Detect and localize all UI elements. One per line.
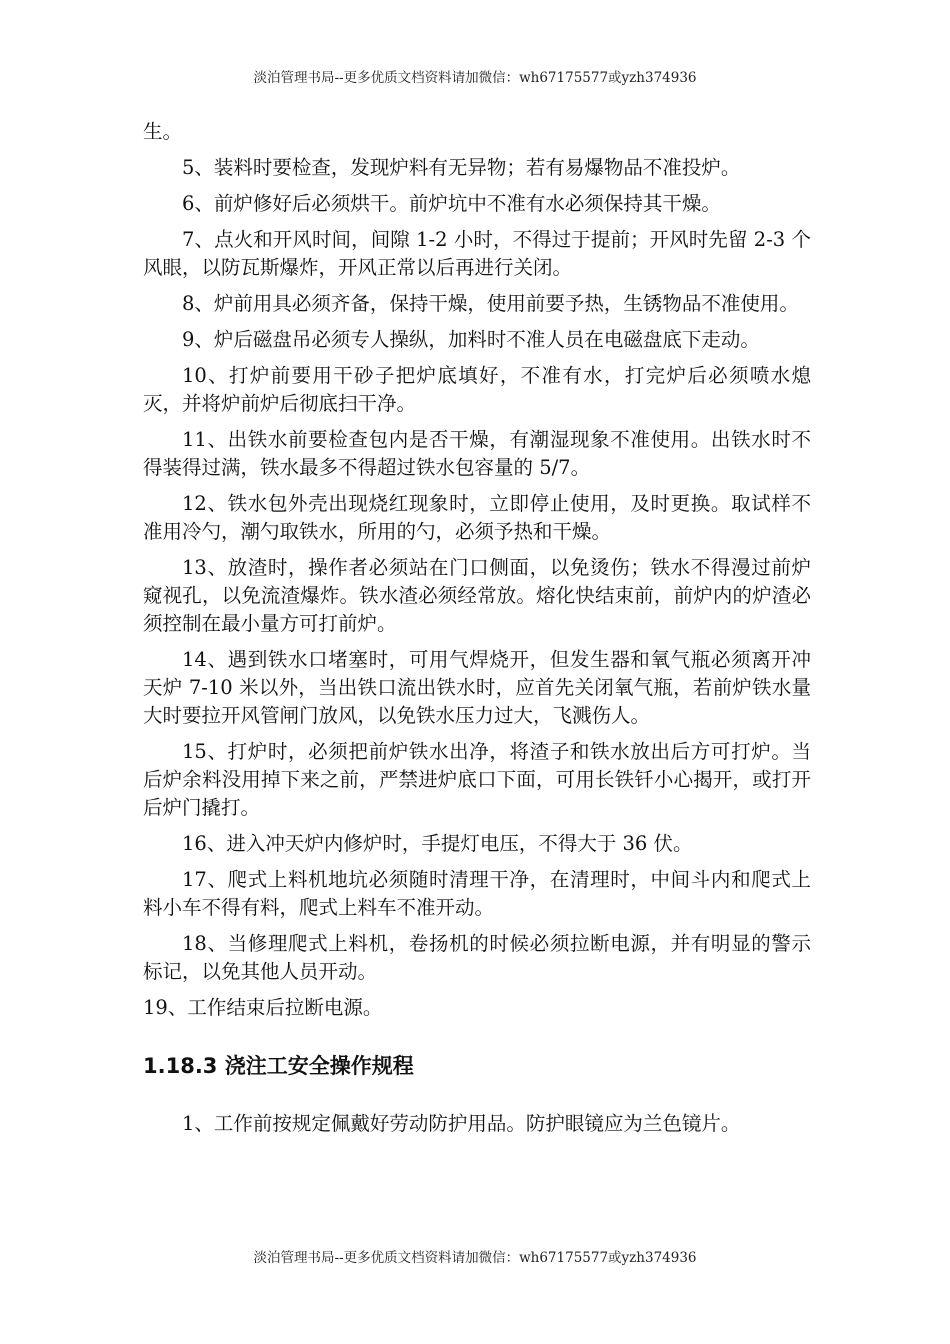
paragraph: 17、爬式上料机地坑必须随时清理干净，在清理时，中间斗内和爬式上料小车不得有料，爬式上料车不准开动。	[143, 868, 811, 919]
paragraph-list-bottom	[143, 1110, 811, 1138]
paragraph: 8、炉前用具必须齐备，保持干燥，使用前要予热，生锈物品不准使用。	[182, 292, 799, 315]
paragraph: 18、当修理爬式上料机，卷扬机的时候必须拉断电源，并有明显的警示标记，以免其他人员开动。	[143, 932, 811, 983]
paragraph: 11、出铁水前要检查包内是否干燥，有潮湿现象不准使用。出铁水时不得装得过满，铁水最多不得超过铁水包容量的 5/7。	[143, 428, 811, 479]
paragraph: 7、点火和开风时间，间隙 1-2 小时，不得过于提前；开风时先留 2-3 个风眼，以防瓦斯爆炸，开风正常以后再进行关闭。	[143, 228, 811, 279]
paragraph: 9、炉后磁盘吊必须专人操纵，加料时不准人员在电磁盘底下走动。	[182, 328, 760, 351]
paragraph: 16、进入冲天炉内修炉时，手提灯电压，不得大于 36 伏。	[182, 832, 693, 855]
paragraph: 12、铁水包外壳出现烧红现象时，立即停止使用，及时更换。取试样不准用冷勺，潮勺取铁水，所用的勺，必须予热和干燥。	[143, 492, 811, 543]
paragraph: 13、放渣时，操作者必须站在门口侧面，以免烫伤；铁水不得漫过前炉窥视孔，以免流渣爆炸。铁水渣必须经常放。熔化快结束前，前炉内的炉渣必须控制在最小量方可打前炉。	[143, 556, 811, 635]
paragraph: 5、装料时要检查，发现炉料有无异物；若有易爆物品不准投炉。	[182, 156, 741, 179]
paragraph: 15、打炉时，必须把前炉铁水出净，将渣子和铁水放出后方可打炉。当后炉余料没用掉下来之前，严禁进炉底口下面，可用长铁钎小心揭开，或打开后炉门撬打。	[143, 740, 811, 819]
paragraph: 14、遇到铁水口堵塞时，可用气焊烧开，但发生器和氧气瓶必须离开冲天炉 7-10 米以外，当出铁口流出铁水时，应首先关闭氧气瓶，若前炉铁水量大时要拉开风管闸门放风，以免铁水压力过大，飞溅伤人。	[143, 648, 811, 727]
page-header: 淡泊管理书局--更多优质文档资料请加微信：wh67175577或yzh374936	[253, 70, 697, 86]
paragraph: 6、前炉修好后必须烘干。前炉坑中不准有水必须保持其干燥。	[182, 192, 721, 215]
section-title: 1.18.3 浇注工安全操作规程	[143, 1054, 414, 1078]
paragraph-list-top	[143, 118, 811, 1022]
paragraph: 10、打炉前要用干砂子把炉底填好，不准有水，打完炉后必须喷水熄灭，并将炉前炉后彻底扫干净。	[143, 364, 811, 415]
page-footer: 淡泊管理书局--更多优质文档资料请加微信：wh67175577或yzh374936	[253, 1250, 697, 1266]
page-content	[143, 118, 811, 1146]
paragraph: 1、工作前按规定佩戴好劳动防护用品。防护眼镜应为兰色镜片。	[182, 1112, 741, 1135]
paragraph: 生。	[143, 120, 183, 143]
paragraph: 19、工作结束后拉断电源。	[143, 996, 383, 1019]
